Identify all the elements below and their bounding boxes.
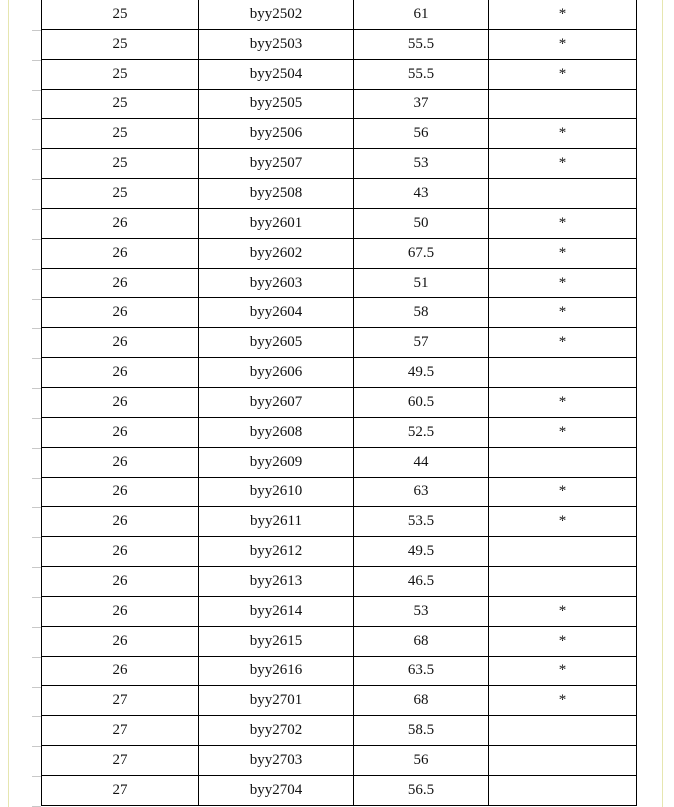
group-cell: 26 bbox=[42, 268, 199, 298]
row-guide-mark bbox=[32, 90, 41, 91]
table-row bbox=[42, 29, 637, 59]
score-cell: 58 bbox=[354, 298, 489, 328]
group-cell: 25 bbox=[42, 0, 199, 29]
row-guide-mark bbox=[32, 627, 41, 628]
row-guide-mark bbox=[32, 239, 41, 240]
table-row bbox=[42, 298, 637, 328]
table-row bbox=[42, 477, 637, 507]
sample-id-cell: byy2507 bbox=[199, 149, 354, 179]
marker-cell bbox=[489, 567, 637, 597]
marker-cell: * bbox=[489, 686, 637, 716]
marker-cell bbox=[489, 447, 637, 477]
sample-id-cell: byy2616 bbox=[199, 656, 354, 686]
table-row bbox=[42, 626, 637, 656]
sample-id-cell: byy2610 bbox=[199, 477, 354, 507]
row-guide-mark bbox=[32, 209, 41, 210]
group-cell: 26 bbox=[42, 656, 199, 686]
data-table bbox=[41, 0, 637, 806]
group-cell: 26 bbox=[42, 208, 199, 238]
group-cell: 26 bbox=[42, 596, 199, 626]
marker-cell: * bbox=[489, 507, 637, 537]
score-cell: 50 bbox=[354, 208, 489, 238]
group-cell: 27 bbox=[42, 775, 199, 805]
marker-cell: * bbox=[489, 298, 637, 328]
group-cell: 25 bbox=[42, 89, 199, 119]
group-cell: 25 bbox=[42, 149, 199, 179]
score-cell: 53.5 bbox=[354, 507, 489, 537]
group-cell: 26 bbox=[42, 447, 199, 477]
group-cell: 26 bbox=[42, 626, 199, 656]
row-guide-mark bbox=[32, 507, 41, 508]
marker-cell: * bbox=[489, 208, 637, 238]
table-row bbox=[42, 328, 637, 358]
marker-cell: * bbox=[489, 119, 637, 149]
table-row bbox=[42, 358, 637, 388]
marker-cell: * bbox=[489, 59, 637, 89]
table-row bbox=[42, 238, 637, 268]
row-guide-mark bbox=[32, 657, 41, 658]
sample-id-cell: byy2701 bbox=[199, 686, 354, 716]
group-cell: 25 bbox=[42, 119, 199, 149]
sample-id-cell: byy2608 bbox=[199, 417, 354, 447]
group-cell: 26 bbox=[42, 477, 199, 507]
row-guide-mark bbox=[32, 388, 41, 389]
group-cell: 25 bbox=[42, 29, 199, 59]
marker-cell: * bbox=[489, 387, 637, 417]
group-cell: 25 bbox=[42, 179, 199, 209]
row-guide-mark bbox=[32, 269, 41, 270]
table-row bbox=[42, 179, 637, 209]
score-cell: 49.5 bbox=[354, 358, 489, 388]
row-guide-marks bbox=[32, 0, 41, 807]
marker-cell: * bbox=[489, 656, 637, 686]
row-guide-mark bbox=[32, 358, 41, 359]
marker-cell: * bbox=[489, 149, 637, 179]
row-guide-mark bbox=[32, 687, 41, 688]
score-cell: 68 bbox=[354, 626, 489, 656]
row-guide-mark bbox=[32, 716, 41, 717]
marker-cell: * bbox=[489, 328, 637, 358]
score-cell: 51 bbox=[354, 268, 489, 298]
row-guide-mark bbox=[32, 149, 41, 150]
marker-cell: * bbox=[489, 238, 637, 268]
group-cell: 26 bbox=[42, 417, 199, 447]
sample-id-cell: byy2613 bbox=[199, 567, 354, 597]
row-guide-mark bbox=[32, 597, 41, 598]
sample-id-cell: byy2614 bbox=[199, 596, 354, 626]
table-row bbox=[42, 417, 637, 447]
table-row bbox=[42, 507, 637, 537]
score-cell: 55.5 bbox=[354, 59, 489, 89]
sample-id-cell: byy2603 bbox=[199, 268, 354, 298]
table-row bbox=[42, 89, 637, 119]
marker-cell: * bbox=[489, 29, 637, 59]
marker-cell: * bbox=[489, 0, 637, 29]
sample-id-cell: byy2506 bbox=[199, 119, 354, 149]
table-row bbox=[42, 387, 637, 417]
sample-id-cell: byy2609 bbox=[199, 447, 354, 477]
sample-id-cell: byy2612 bbox=[199, 537, 354, 567]
sample-id-cell: byy2607 bbox=[199, 387, 354, 417]
sample-id-cell: byy2601 bbox=[199, 208, 354, 238]
score-cell: 52.5 bbox=[354, 417, 489, 447]
score-cell: 60.5 bbox=[354, 387, 489, 417]
row-guide-mark bbox=[32, 30, 41, 31]
group-cell: 27 bbox=[42, 746, 199, 776]
table-row bbox=[42, 567, 637, 597]
sample-id-cell: byy2704 bbox=[199, 775, 354, 805]
score-cell: 68 bbox=[354, 686, 489, 716]
sample-id-cell: byy2503 bbox=[199, 29, 354, 59]
sample-id-cell: byy2508 bbox=[199, 179, 354, 209]
row-guide-mark bbox=[32, 418, 41, 419]
sample-id-cell: byy2611 bbox=[199, 507, 354, 537]
sample-id-cell: byy2702 bbox=[199, 716, 354, 746]
group-cell: 26 bbox=[42, 387, 199, 417]
group-cell: 27 bbox=[42, 686, 199, 716]
row-guide-mark bbox=[32, 448, 41, 449]
group-cell: 26 bbox=[42, 507, 199, 537]
sample-id-cell: byy2505 bbox=[199, 89, 354, 119]
marker-cell: * bbox=[489, 596, 637, 626]
sample-id-cell: byy2602 bbox=[199, 238, 354, 268]
marker-cell: * bbox=[489, 417, 637, 447]
row-guide-mark bbox=[32, 746, 41, 747]
marker-cell: * bbox=[489, 626, 637, 656]
marker-cell bbox=[489, 89, 637, 119]
row-guide-mark bbox=[32, 299, 41, 300]
table-row bbox=[42, 59, 637, 89]
score-cell: 56 bbox=[354, 119, 489, 149]
table-row bbox=[42, 537, 637, 567]
score-cell: 56 bbox=[354, 746, 489, 776]
row-guide-mark bbox=[32, 60, 41, 61]
marker-cell bbox=[489, 179, 637, 209]
sample-id-cell: byy2504 bbox=[199, 59, 354, 89]
table-row bbox=[42, 686, 637, 716]
score-cell: 67.5 bbox=[354, 238, 489, 268]
score-cell: 63 bbox=[354, 477, 489, 507]
table-row bbox=[42, 119, 637, 149]
sample-id-cell: byy2604 bbox=[199, 298, 354, 328]
table-row bbox=[42, 746, 637, 776]
sample-id-cell: byy2615 bbox=[199, 626, 354, 656]
score-cell: 53 bbox=[354, 596, 489, 626]
table-row bbox=[42, 447, 637, 477]
score-cell: 57 bbox=[354, 328, 489, 358]
table-row bbox=[42, 596, 637, 626]
group-cell: 26 bbox=[42, 238, 199, 268]
marker-cell: * bbox=[489, 477, 637, 507]
group-cell: 26 bbox=[42, 298, 199, 328]
score-cell: 63.5 bbox=[354, 656, 489, 686]
group-cell: 25 bbox=[42, 59, 199, 89]
table-row bbox=[42, 149, 637, 179]
table-row bbox=[42, 208, 637, 238]
row-guide-mark bbox=[32, 478, 41, 479]
row-guide-mark bbox=[32, 567, 41, 568]
score-cell: 46.5 bbox=[354, 567, 489, 597]
table-body bbox=[42, 0, 637, 805]
group-cell: 26 bbox=[42, 328, 199, 358]
group-cell: 26 bbox=[42, 567, 199, 597]
score-cell: 61 bbox=[354, 0, 489, 29]
table-row bbox=[42, 716, 637, 746]
marker-cell bbox=[489, 716, 637, 746]
row-guide-mark bbox=[32, 179, 41, 180]
sample-id-cell: byy2502 bbox=[199, 0, 354, 29]
group-cell: 26 bbox=[42, 358, 199, 388]
score-cell: 58.5 bbox=[354, 716, 489, 746]
sample-id-cell: byy2703 bbox=[199, 746, 354, 776]
table-row bbox=[42, 268, 637, 298]
marker-cell bbox=[489, 537, 637, 567]
row-guide-mark bbox=[32, 328, 41, 329]
score-cell: 43 bbox=[354, 179, 489, 209]
marker-cell bbox=[489, 358, 637, 388]
row-guide-mark bbox=[32, 776, 41, 777]
sample-id-cell: byy2606 bbox=[199, 358, 354, 388]
score-cell: 55.5 bbox=[354, 29, 489, 59]
table-row bbox=[42, 775, 637, 805]
score-cell: 49.5 bbox=[354, 537, 489, 567]
group-cell: 27 bbox=[42, 716, 199, 746]
marker-cell bbox=[489, 746, 637, 776]
score-cell: 44 bbox=[354, 447, 489, 477]
row-guide-mark bbox=[32, 537, 41, 538]
data-table-container bbox=[41, 0, 635, 806]
score-cell: 53 bbox=[354, 149, 489, 179]
table-row bbox=[42, 0, 637, 29]
score-cell: 37 bbox=[354, 89, 489, 119]
group-cell: 26 bbox=[42, 537, 199, 567]
sample-id-cell: byy2605 bbox=[199, 328, 354, 358]
marker-cell: * bbox=[489, 268, 637, 298]
marker-cell bbox=[489, 775, 637, 805]
table-row bbox=[42, 656, 637, 686]
score-cell: 56.5 bbox=[354, 775, 489, 805]
row-guide-mark bbox=[32, 119, 41, 120]
